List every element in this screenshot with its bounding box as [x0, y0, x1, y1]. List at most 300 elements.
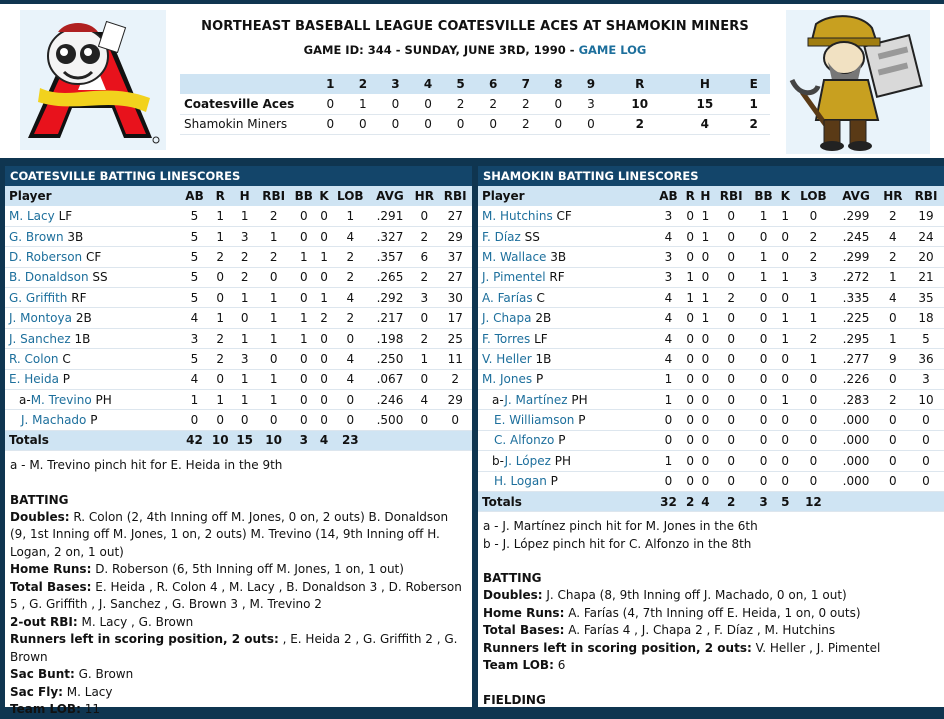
total-runs: 10 — [607, 94, 672, 114]
player-name-link[interactable]: F. Díaz — [482, 229, 521, 244]
coatesville-aces-logo[interactable] — [20, 10, 166, 150]
stat-cell: 0 — [331, 390, 370, 410]
player-name-link[interactable]: M. Jones — [482, 372, 533, 387]
stat-cell: 0 — [683, 471, 698, 491]
stat-cell: 1 — [698, 308, 714, 328]
inning-runs: 0 — [542, 94, 575, 114]
k-column-header: K — [317, 186, 331, 206]
stat-cell: 2 — [331, 267, 370, 287]
stat-cell: 0 — [793, 471, 835, 491]
stat-cell: 0 — [683, 226, 698, 246]
stat-cell: 0 — [683, 369, 698, 389]
stat-cell: 0 — [793, 410, 835, 430]
player-cell — [478, 267, 654, 287]
stat-cell: 0 — [778, 451, 793, 471]
stat-cell: 2 — [713, 288, 749, 308]
linescore-team-header — [180, 74, 314, 94]
stat-cell: 2 — [793, 247, 835, 267]
stat-cell: 0 — [208, 288, 232, 308]
player-name-link[interactable]: F. Torres — [482, 331, 531, 346]
totals-cell — [834, 491, 877, 511]
stat-cell: 2 — [232, 247, 256, 267]
totals-cell: 2 — [713, 491, 749, 511]
total-errors: 1 — [737, 94, 770, 114]
totals-cell: 5 — [778, 491, 793, 511]
inning-runs: 2 — [444, 94, 477, 114]
stat-cell: 2 — [793, 328, 835, 348]
stat-cell: 10 — [908, 390, 944, 410]
stat-cell: 1 — [232, 206, 256, 226]
stat-cell: .277 — [834, 349, 877, 369]
batting-note-line — [483, 657, 939, 675]
stat-cell: 0 — [908, 471, 944, 491]
stat-cell: 2 — [208, 247, 232, 267]
stat-cell: 0 — [698, 247, 714, 267]
player-position: 2B — [75, 311, 92, 326]
inning-header: 3 — [379, 74, 412, 94]
inning-runs: 2 — [509, 94, 542, 114]
stat-cell: 0 — [713, 247, 749, 267]
player-position: PH — [95, 392, 112, 407]
inning-header: 7 — [509, 74, 542, 94]
player-name-link[interactable]: M. Hutchins — [482, 208, 553, 223]
batting-note-line — [10, 579, 467, 614]
batting-note-line — [10, 614, 467, 632]
stat-cell: 4 — [878, 288, 908, 308]
sub-prefix: b- — [492, 453, 505, 468]
inning-runs: 0 — [542, 114, 575, 134]
top-bar — [0, 0, 944, 4]
player-position: P — [550, 474, 558, 489]
totals-cell — [410, 430, 438, 450]
stat-cell: .292 — [370, 288, 410, 308]
stat-cell: 1 — [208, 390, 232, 410]
player-row — [478, 308, 944, 328]
stat-cell: 0 — [317, 349, 331, 369]
footnote: a - M. Trevino pinch hit for E. Heida in the 9th — [10, 458, 283, 473]
stat-cell: 1 — [683, 267, 698, 287]
stat-cell: .265 — [370, 267, 410, 287]
batting-note-value: J. Chapa (8, 9th Inning off J. Machado, 0 on, 1 out) — [542, 588, 847, 603]
player-name-link[interactable]: G. Griffith — [9, 290, 68, 305]
stat-cell: .335 — [834, 288, 877, 308]
batting-note-key: Runners left in scoring position, 2 outs: — [483, 640, 752, 655]
stat-cell: 2 — [331, 247, 370, 267]
totals-cell — [370, 430, 410, 450]
player-row — [478, 247, 944, 267]
player-name-link[interactable]: J. Montoya — [9, 311, 72, 326]
totals-label: Totals — [478, 491, 654, 511]
stat-cell: 1 — [290, 308, 317, 328]
stat-cell: 0 — [778, 349, 793, 369]
stat-cell: 0 — [713, 226, 749, 246]
stat-cell: 29 — [438, 390, 472, 410]
stat-cell: 1 — [878, 267, 908, 287]
player-position: 3B — [67, 229, 84, 244]
stat-cell: .245 — [834, 226, 877, 246]
player-name-link[interactable]: H. Logan — [494, 474, 547, 489]
aces-logo-icon — [20, 10, 166, 150]
stat-cell: .283 — [834, 390, 877, 410]
inning-runs: 0 — [379, 114, 412, 134]
stat-cell: 0 — [654, 430, 683, 450]
stat-cell: 1 — [793, 308, 835, 328]
totals-cell: 3 — [749, 491, 778, 511]
batting-note-line — [483, 622, 939, 640]
player-name-link[interactable]: D. Roberson — [9, 249, 83, 264]
season-rbi-column-header: RBI — [908, 186, 944, 206]
player-row — [5, 206, 472, 226]
player-name-link[interactable]: R. Colon — [9, 351, 59, 366]
player-name-link[interactable]: G. Brown — [9, 229, 64, 244]
stat-cell: 0 — [410, 206, 438, 226]
stat-cell: 0 — [793, 206, 835, 226]
stat-cell: 0 — [438, 410, 472, 430]
stat-cell: 0 — [654, 410, 683, 430]
stat-cell: 1 — [208, 226, 232, 246]
stat-cell: 0 — [698, 328, 714, 348]
batting-note-key: 2-out RBI: — [10, 614, 78, 629]
stat-cell: 5 — [181, 247, 208, 267]
inning-runs: 0 — [314, 94, 347, 114]
bb-column-header: BB — [749, 186, 778, 206]
lob-column-header: LOB — [331, 186, 370, 206]
hr-column-header: HR — [410, 186, 438, 206]
stat-cell: 0 — [793, 451, 835, 471]
linescore-table — [180, 74, 770, 135]
inning-header: 5 — [444, 74, 477, 94]
batting-note-value: V. Heller , J. Pimentel — [751, 640, 881, 655]
game-log-link[interactable]: GAME LOG — [578, 43, 647, 57]
stat-cell: 0 — [410, 369, 438, 389]
player-cell — [5, 410, 181, 430]
stat-cell: 0 — [698, 390, 714, 410]
stat-cell: 4 — [331, 226, 370, 246]
player-name-link[interactable]: V. Heller — [482, 351, 532, 366]
stat-cell: 0 — [698, 410, 714, 430]
stat-cell: 4 — [878, 226, 908, 246]
player-position: SS — [524, 229, 540, 244]
stat-cell: 0 — [749, 390, 778, 410]
stat-cell: 0 — [317, 267, 331, 287]
stat-cell: 3 — [908, 369, 944, 389]
stat-cell: 0 — [257, 267, 290, 287]
player-name-link[interactable]: J. Martínez — [504, 392, 568, 407]
player-name-link[interactable]: J. Pimentel — [482, 270, 546, 285]
stat-cell: 1 — [778, 267, 793, 287]
batting-note-key: Home Runs: — [10, 562, 92, 577]
batting-note-key: Total Bases: — [483, 623, 565, 638]
stat-cell: 0 — [410, 410, 438, 430]
stat-cell: 4 — [654, 308, 683, 328]
batting-note-value: G. Brown — [74, 667, 134, 682]
stat-cell: .000 — [834, 451, 877, 471]
batting-note-value: D. Roberson (6, 5th Inning off M. Jones, 1 on, 1 out) — [91, 562, 404, 577]
stat-cell: 0 — [208, 410, 232, 430]
stat-cell: 2 — [878, 390, 908, 410]
batting-note-key: Doubles: — [10, 509, 70, 524]
r-column-header: R — [683, 186, 698, 206]
stat-cell: 0 — [290, 267, 317, 287]
stat-cell: .357 — [370, 247, 410, 267]
batting-note-key: Sac Fly: — [10, 684, 63, 699]
player-row — [5, 247, 472, 267]
stat-cell: 0 — [793, 369, 835, 389]
player-name-link[interactable]: E. Williamson — [494, 413, 575, 428]
player-position: P — [558, 433, 566, 448]
stat-cell: 1 — [257, 308, 290, 328]
player-position: 3B — [550, 249, 567, 264]
stat-cell: 5 — [181, 288, 208, 308]
player-name-link[interactable]: B. Donaldson — [9, 270, 89, 285]
stat-cell: 0 — [654, 471, 683, 491]
shamokin-batting-notes — [478, 512, 944, 709]
stat-cell: .000 — [834, 410, 877, 430]
batting-note-line — [10, 666, 467, 684]
stat-cell: 1 — [698, 288, 714, 308]
stat-cell: 4 — [181, 308, 208, 328]
game-title: NORTHEAST BASEBALL LEAGUE COATESVILLE ACES AT SHAMOKIN MINERS — [201, 19, 749, 34]
player-cell — [5, 349, 181, 369]
stat-cell: 0 — [290, 410, 317, 430]
stat-cell: 0 — [683, 308, 698, 328]
stat-cell: 0 — [257, 410, 290, 430]
stat-cell: 11 — [438, 349, 472, 369]
stat-cell: 27 — [438, 206, 472, 226]
player-row — [5, 226, 472, 246]
runs-header: R — [607, 74, 672, 94]
stat-cell: 0 — [232, 308, 256, 328]
player-name-link[interactable]: A. Farías — [482, 290, 533, 305]
player-name-link[interactable]: J. Sanchez — [9, 331, 71, 346]
stat-cell: 6 — [410, 247, 438, 267]
player-position: P — [90, 413, 98, 428]
stat-cell: .246 — [370, 390, 410, 410]
total-hits: 15 — [672, 94, 737, 114]
stat-cell: 0 — [698, 430, 714, 450]
inning-header: 9 — [575, 74, 608, 94]
stat-cell: 4 — [654, 328, 683, 348]
stat-cell: 1 — [257, 390, 290, 410]
stat-cell: 36 — [908, 349, 944, 369]
shamokin-batting-table — [478, 186, 944, 512]
stat-cell: 0 — [878, 451, 908, 471]
stat-cell: 0 — [257, 349, 290, 369]
game-subtitle — [180, 43, 770, 57]
player-name-link[interactable]: J. Machado — [21, 413, 87, 428]
stat-cell: 3 — [793, 267, 835, 287]
shamokin-batting-title: SHAMOKIN BATTING LINESCORES — [478, 166, 944, 186]
stat-cell: 1 — [683, 288, 698, 308]
stat-cell: 19 — [908, 206, 944, 226]
inning-runs: 2 — [509, 114, 542, 134]
linescore-row — [180, 114, 770, 134]
stat-cell: 1 — [778, 328, 793, 348]
stat-cell: .295 — [834, 328, 877, 348]
stat-cell: 2 — [410, 226, 438, 246]
stat-cell: 0 — [749, 471, 778, 491]
stat-cell: 0 — [713, 206, 749, 226]
stat-cell: 0 — [713, 308, 749, 328]
batting-note-key: Team LOB: — [483, 658, 554, 673]
stat-cell: 4 — [331, 369, 370, 389]
totals-cell — [878, 491, 908, 511]
coatesville-batting-panel — [5, 166, 472, 717]
stat-cell: 0 — [232, 410, 256, 430]
batting-note-line — [10, 701, 467, 719]
stat-cell: 2 — [410, 267, 438, 287]
stat-cell: 0 — [181, 410, 208, 430]
totals-cell: 32 — [654, 491, 683, 511]
stat-cell: 0 — [713, 410, 749, 430]
stat-cell: 0 — [749, 349, 778, 369]
player-row — [478, 349, 944, 369]
stat-cell: 0 — [317, 328, 331, 348]
stat-cell: 2 — [793, 226, 835, 246]
stat-cell: 0 — [410, 308, 438, 328]
player-row — [478, 369, 944, 389]
stat-cell: 1 — [232, 288, 256, 308]
batting-note-key: Total Bases: — [10, 579, 92, 594]
batting-note-key: Sac Bunt: — [10, 667, 75, 682]
player-row — [478, 288, 944, 308]
player-cell — [5, 288, 181, 308]
stat-cell: 0 — [317, 410, 331, 430]
player-name-link[interactable]: C. Alfonzo — [494, 433, 555, 448]
player-position: 2B — [535, 311, 552, 326]
h-column-header: H — [232, 186, 256, 206]
batting-note-line — [483, 640, 939, 658]
stat-cell: 21 — [908, 267, 944, 287]
stat-cell: 1 — [778, 390, 793, 410]
inning-runs: 2 — [477, 94, 510, 114]
stat-cell: .299 — [834, 206, 877, 226]
player-position: 1B — [74, 331, 91, 346]
stat-cell: 0 — [698, 471, 714, 491]
stat-cell: 0 — [778, 288, 793, 308]
player-position: RF — [549, 270, 565, 285]
stat-cell: 1 — [181, 390, 208, 410]
stat-cell: 0 — [749, 410, 778, 430]
batting-note-value: M. Lacy , G. Brown — [77, 614, 194, 629]
player-name-link[interactable]: M. Wallace — [482, 249, 547, 264]
inning-header: 1 — [314, 74, 347, 94]
stat-cell: 1 — [232, 328, 256, 348]
linescore-team-name: Shamokin Miners — [180, 114, 314, 134]
stat-cell: 0 — [208, 267, 232, 287]
stat-cell: 0 — [713, 328, 749, 348]
stat-cell: 1 — [232, 369, 256, 389]
inning-header: 4 — [412, 74, 445, 94]
stat-cell: 0 — [683, 206, 698, 226]
stat-cell: 1 — [257, 288, 290, 308]
stat-cell: 2 — [232, 267, 256, 287]
stat-cell: 2 — [208, 328, 232, 348]
stat-cell: 1 — [290, 247, 317, 267]
stat-cell: 0 — [698, 349, 714, 369]
player-row — [5, 369, 472, 389]
player-row — [5, 349, 472, 369]
player-column-header: Player — [5, 186, 181, 206]
batting-note-key: Home Runs: — [483, 605, 565, 620]
stat-cell: 37 — [438, 247, 472, 267]
rbi-column-header: RBI — [713, 186, 749, 206]
stat-cell: 0 — [317, 206, 331, 226]
totals-cell: 10 — [208, 430, 232, 450]
stat-cell: 25 — [438, 328, 472, 348]
stat-cell: 1 — [257, 369, 290, 389]
player-cell — [478, 328, 654, 348]
player-position: CF — [556, 208, 572, 223]
batting-note-value: A. Farías 4 , J. Chapa 2 , F. Díaz , M. Hutchins — [564, 623, 836, 638]
stat-cell: 0 — [317, 369, 331, 389]
totals-cell: 15 — [232, 430, 256, 450]
stat-cell: 4 — [331, 349, 370, 369]
h-column-header: H — [698, 186, 714, 206]
player-row — [478, 328, 944, 348]
stat-cell: 4 — [410, 390, 438, 410]
player-row — [5, 390, 472, 410]
player-name-link[interactable]: J. Chapa — [482, 311, 532, 326]
linescore-header-row — [180, 74, 770, 94]
stat-cell: 0 — [878, 308, 908, 328]
player-name-link[interactable]: M. Lacy — [9, 208, 55, 223]
stat-cell: 0 — [778, 247, 793, 267]
player-name-link[interactable]: E. Heida — [9, 372, 59, 387]
stat-cell: 0 — [317, 226, 331, 246]
player-cell — [5, 390, 181, 410]
stat-cell: 1 — [654, 390, 683, 410]
player-cell — [478, 349, 654, 369]
player-cell — [5, 226, 181, 246]
stat-cell: 0 — [749, 451, 778, 471]
player-name-link[interactable]: J. López — [504, 453, 551, 468]
player-cell — [478, 390, 654, 410]
totals-cell: 4 — [698, 491, 714, 511]
stat-cell: 1 — [878, 328, 908, 348]
stat-cell: 0 — [698, 369, 714, 389]
stat-cell: 1 — [778, 308, 793, 328]
stat-cell: 3 — [232, 226, 256, 246]
inning-header: 2 — [347, 74, 380, 94]
player-cell — [478, 471, 654, 491]
stat-cell: 1 — [749, 206, 778, 226]
stat-cell: 0 — [778, 471, 793, 491]
stat-cell: 1 — [778, 206, 793, 226]
ab-column-header: AB — [181, 186, 208, 206]
footnote: b - J. López pinch hit for C. Alfonzo in the 8th — [483, 536, 752, 551]
player-cell — [5, 308, 181, 328]
stat-cell: 0 — [683, 390, 698, 410]
stat-cell: 1 — [749, 267, 778, 287]
stat-cell: 0 — [878, 471, 908, 491]
stat-cell: 1 — [749, 247, 778, 267]
stat-cell: 0 — [749, 308, 778, 328]
player-row — [5, 267, 472, 287]
linescore-row — [180, 94, 770, 114]
player-row — [478, 451, 944, 471]
totals-cell — [438, 430, 472, 450]
totals-row — [5, 430, 472, 450]
shamokin-miners-logo[interactable] — [786, 10, 930, 154]
stat-cell: 0 — [290, 206, 317, 226]
batting-note-key: Doubles: — [483, 588, 543, 603]
player-position: C — [536, 290, 545, 305]
inning-runs: 3 — [575, 94, 608, 114]
player-position: P — [62, 372, 70, 387]
stat-cell: 27 — [438, 267, 472, 287]
player-name-link[interactable]: M. Trevino — [30, 392, 92, 407]
